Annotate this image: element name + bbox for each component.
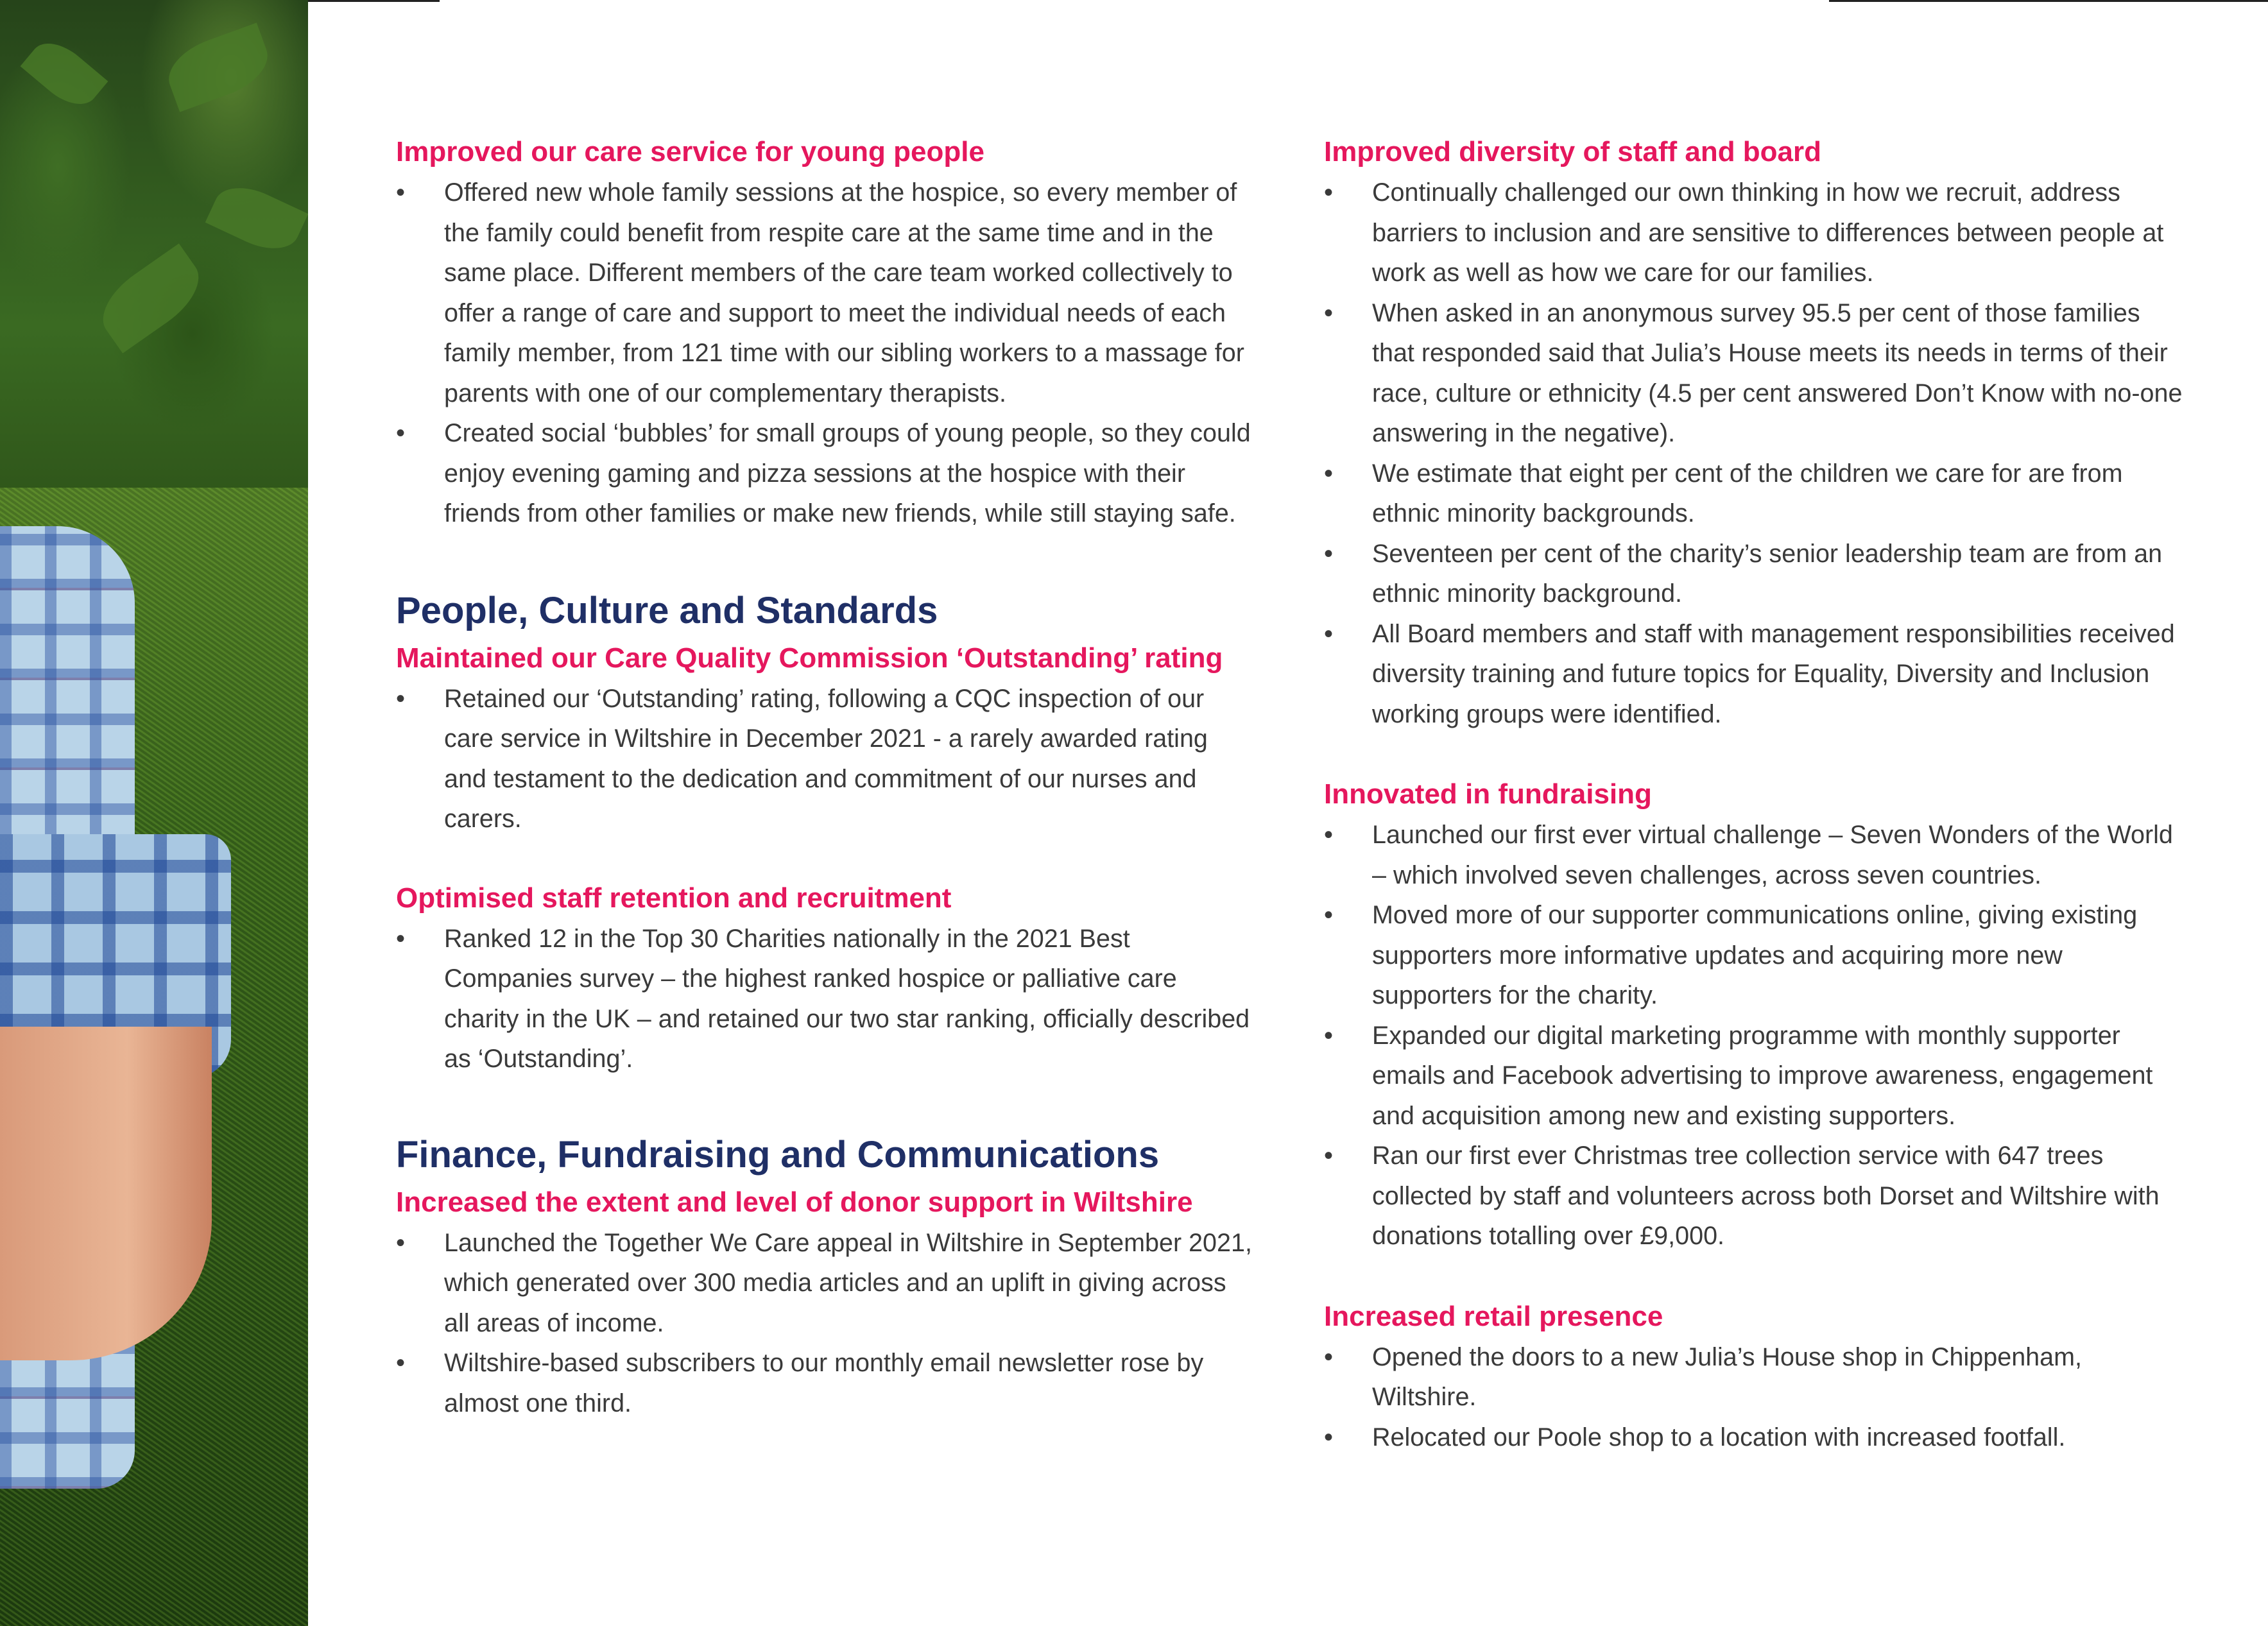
list-item: • Launched the Together We Care appeal in Wiltshire in September 2021, which generated over 300 media articles and an uplift in giving across all areas of income. [396, 1223, 1256, 1344]
list-item: • Wiltshire-based subscribers to our monthly email newsletter rose by almost one third. [396, 1343, 1256, 1423]
right-column [1324, 132, 2184, 1457]
donor-support-list [396, 1223, 1256, 1424]
care-service-list [396, 173, 1256, 534]
heading-care-service: Improved our care service for young people [396, 136, 984, 167]
list-item: • Continually challenged our own thinking in how we recruit, address barriers to inclusion and are sensitive to differences between people at work as well as how we care for our families. [1324, 173, 2184, 293]
staff-retention-list [396, 919, 1256, 1079]
cqc-list [396, 679, 1256, 839]
retail-list [1324, 1337, 2184, 1458]
list-item: • Seventeen per cent of the charity’s senior leadership team are from an ethnic minority background. [1324, 534, 2184, 614]
top-rule-right [1829, 0, 2268, 2]
list-item: • Moved more of our supporter communications online, giving existing supporters more informative updates and acquiring more new supporters for the charity. [1324, 895, 2184, 1016]
left-column [396, 132, 1256, 1423]
list-item: • Expanded our digital marketing programme with monthly supporter emails and Facebook advertising to improve awareness, engagement and acquisition among new and existing supporters. [1324, 1016, 2184, 1136]
list-item: • Ran our first ever Christmas tree collection service with 647 trees collected by staff and volunteers across both Dorset and Wiltshire with donations totalling over £9,000. [1324, 1136, 2184, 1256]
heading-retail: Increased retail presence [1324, 1300, 1663, 1332]
list-item: • Launched our first ever virtual challenge – Seven Wonders of the World – which involved seven challenges, across seven countries. [1324, 815, 2184, 895]
heading-cqc-rating: Maintained our Care Quality Commission ‘Outstanding’ rating [396, 642, 1223, 674]
list-item: • Created social ‘bubbles’ for small groups of young people, so they could enjoy evening gaming and pizza sessions at the hospice with their friends from other families or make new friends, while still staying safe. [396, 413, 1256, 534]
list-item: • Retained our ‘Outstanding’ rating, following a CQC inspection of our care service in Wiltshire in December 2021 - a rarely awarded rating and testament to the dedication and commitment of our nurses and carers. [396, 679, 1256, 839]
diversity-list [1324, 173, 2184, 734]
heading-staff-retention: Optimised staff retention and recruitment [396, 882, 952, 914]
list-item: • When asked in an anonymous survey 95.5 per cent of those families that responded said that Julia’s House meets its needs in terms of their race, culture or ethnicity (4.5 per cent answered Don’t Know with no-one answering in the negative). [1324, 293, 2184, 454]
heading-diversity: Improved diversity of staff and board [1324, 136, 1822, 167]
garden-photo [0, 0, 308, 1626]
list-item: • Offered new whole family sessions at the hospice, so every member of the family could benefit from respite care at the same time and in the same place. Different members of the care team worked collectively to offer a range of care and support to meet the individual needs of each family member, from 121 time with our sibling workers to a massage for parents with one of our complementary therapists. [396, 173, 1256, 413]
list-item: • All Board members and staff with management responsibilities received diversity training and future topics for Equality, Diversity and Inclusion working groups were identified. [1324, 614, 2184, 735]
list-item: • Opened the doors to a new Julia’s House shop in Chippenham, Wiltshire. [1324, 1337, 2184, 1417]
heading-fundraising: Innovated in fundraising [1324, 778, 1652, 810]
heading-donor-support: Increased the extent and level of donor support in Wiltshire [396, 1186, 1193, 1218]
section-title-people: People, Culture and Standards [396, 589, 938, 631]
list-item: • Ranked 12 in the Top 30 Charities nationally in the 2021 Best Companies survey – the highest ranked hospice or palliative care charity in the UK – and retained our two star ranking, officially described as ‘Outstanding’. [396, 919, 1256, 1079]
top-rule-left [308, 0, 440, 2]
section-title-finance: Finance, Fundraising and Communications [396, 1133, 1160, 1176]
list-item: • We estimate that eight per cent of the children we care for are from ethnic minority backgrounds. [1324, 454, 2184, 534]
list-item: • Relocated our Poole shop to a location with increased footfall. [1324, 1417, 2184, 1458]
fundraising-list [1324, 815, 2184, 1256]
